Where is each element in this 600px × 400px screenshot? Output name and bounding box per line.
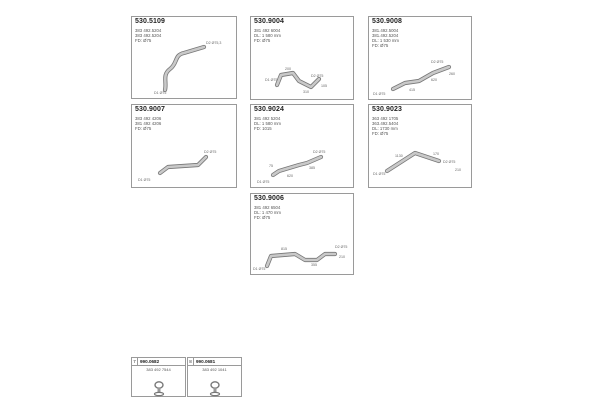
accessory-code: 990.0682 [140, 359, 160, 364]
accessory-ref: 383 492 1041 [202, 367, 227, 372]
diameter-label: D1 Ø75 [265, 78, 278, 82]
part-line: 383 492.5204 [135, 28, 162, 33]
part-line: 363.492.5404 [372, 121, 399, 126]
diameter-label: D1 Ø75 [154, 91, 167, 95]
dimension-label: 620 [287, 174, 293, 178]
dimension-label: 105 [321, 84, 327, 88]
pipe-drawing [132, 17, 238, 100]
clamp-icon [188, 358, 243, 398]
diameter-label: D2 Ø75 [431, 60, 444, 64]
dimension-label: 310 [303, 90, 309, 94]
pipe-drawing [251, 105, 355, 189]
part-card-530-9004 [250, 16, 354, 100]
part-code: 530.9007 [135, 106, 165, 113]
dimension-label: 620 [431, 78, 437, 82]
accessory-card-990-0682 [131, 357, 186, 397]
dimension-label: 415 [409, 88, 415, 92]
part-line: 381 492 5204 [254, 116, 281, 121]
diameter-label: D1 Ø75 [373, 172, 386, 176]
dimension-label: 260 [449, 72, 455, 76]
part-line: FD: Ø75 [254, 38, 271, 43]
part-line: FD: Ø75 [372, 131, 389, 136]
diameter-label: D1 Ø75 [257, 180, 270, 184]
accessory-code: 990.0681 [196, 359, 216, 364]
part-line: FD: 1015 [254, 126, 272, 131]
part-line: 381 492 6504 [254, 205, 281, 210]
part-line: FD: Ø75 [135, 38, 152, 43]
dimension-label: 75 [269, 164, 273, 168]
dimension-label: 355 [311, 263, 317, 267]
diameter-label: D1 Ø75 [373, 92, 386, 96]
pipe-drawing [369, 17, 473, 101]
part-code: 530.9008 [372, 18, 402, 25]
dimension-label: 210 [455, 168, 461, 172]
clamp-icon [132, 358, 187, 398]
pipe-drawing [132, 105, 238, 189]
accessory-number: 7 [132, 358, 138, 365]
part-line: FD: Ø75 [254, 215, 271, 220]
part-line: 383 492.5204 [135, 33, 162, 38]
part-line: DL: 1 580 mm [254, 33, 281, 38]
part-code: 530.5109 [135, 18, 165, 25]
part-line: FD: Ø75 [135, 126, 152, 131]
dimension-label: 210 [339, 255, 345, 259]
pipe-drawing [251, 17, 355, 101]
part-line: 381.492.5204 [372, 33, 399, 38]
part-line: 363 492 1705 [372, 116, 399, 121]
diameter-label: D1 Ø75 [138, 178, 151, 182]
diameter-label: D1 Ø75 [253, 267, 266, 271]
part-card-530-5109 [131, 16, 237, 99]
part-line: DL: 1 470 mm [254, 210, 281, 215]
part-card-530-9006 [250, 193, 354, 275]
part-line: 381 492 4206 [135, 121, 162, 126]
pipe-drawing [369, 105, 473, 189]
part-card-530-9008 [368, 16, 472, 100]
part-code: 530.9023 [372, 106, 402, 113]
part-line: DL: 1 580 mm [254, 121, 281, 126]
pipe-body [165, 47, 204, 90]
part-card-530-9024 [250, 104, 354, 188]
dimension-label: 815 [281, 247, 287, 251]
part-line: 383 492 4206 [135, 116, 162, 121]
dimension-label: 200 [285, 67, 291, 71]
part-line: 381.492.5004 [372, 28, 399, 33]
dimension-label: 1130 [395, 154, 403, 158]
pipe-drawing [251, 194, 355, 276]
part-line: FD: Ø75 [372, 43, 389, 48]
diameter-label: D2 Ø75 [204, 150, 217, 154]
part-card-530-9023 [368, 104, 472, 188]
part-line: 381 492 6004 [254, 28, 281, 33]
accessory-card-990-0681 [187, 357, 242, 397]
diameter-label: D2 Ø75 [443, 160, 456, 164]
dimension-label: 385 [309, 166, 315, 170]
accessory-ref: 383 492 7544 [146, 367, 171, 372]
part-code: 530.9006 [254, 195, 284, 202]
diameter-label: D2 Ø75 [335, 245, 348, 249]
part-code: 530.9004 [254, 18, 284, 25]
part-code: 530.9024 [254, 106, 284, 113]
pipe-body [160, 157, 206, 173]
diameter-label: D2 Ø75 [313, 150, 326, 154]
diameter-label: D2 Ø75 [311, 74, 324, 78]
part-line: DL: 1730 mm [372, 126, 398, 131]
accessory-number: 8 [188, 358, 194, 365]
part-card-530-9007 [131, 104, 237, 188]
part-line: DL: 1 530 mm [372, 38, 399, 43]
diameter-label: D2 Ø75,3 [206, 41, 222, 45]
dimension-label: 170 [433, 152, 439, 156]
